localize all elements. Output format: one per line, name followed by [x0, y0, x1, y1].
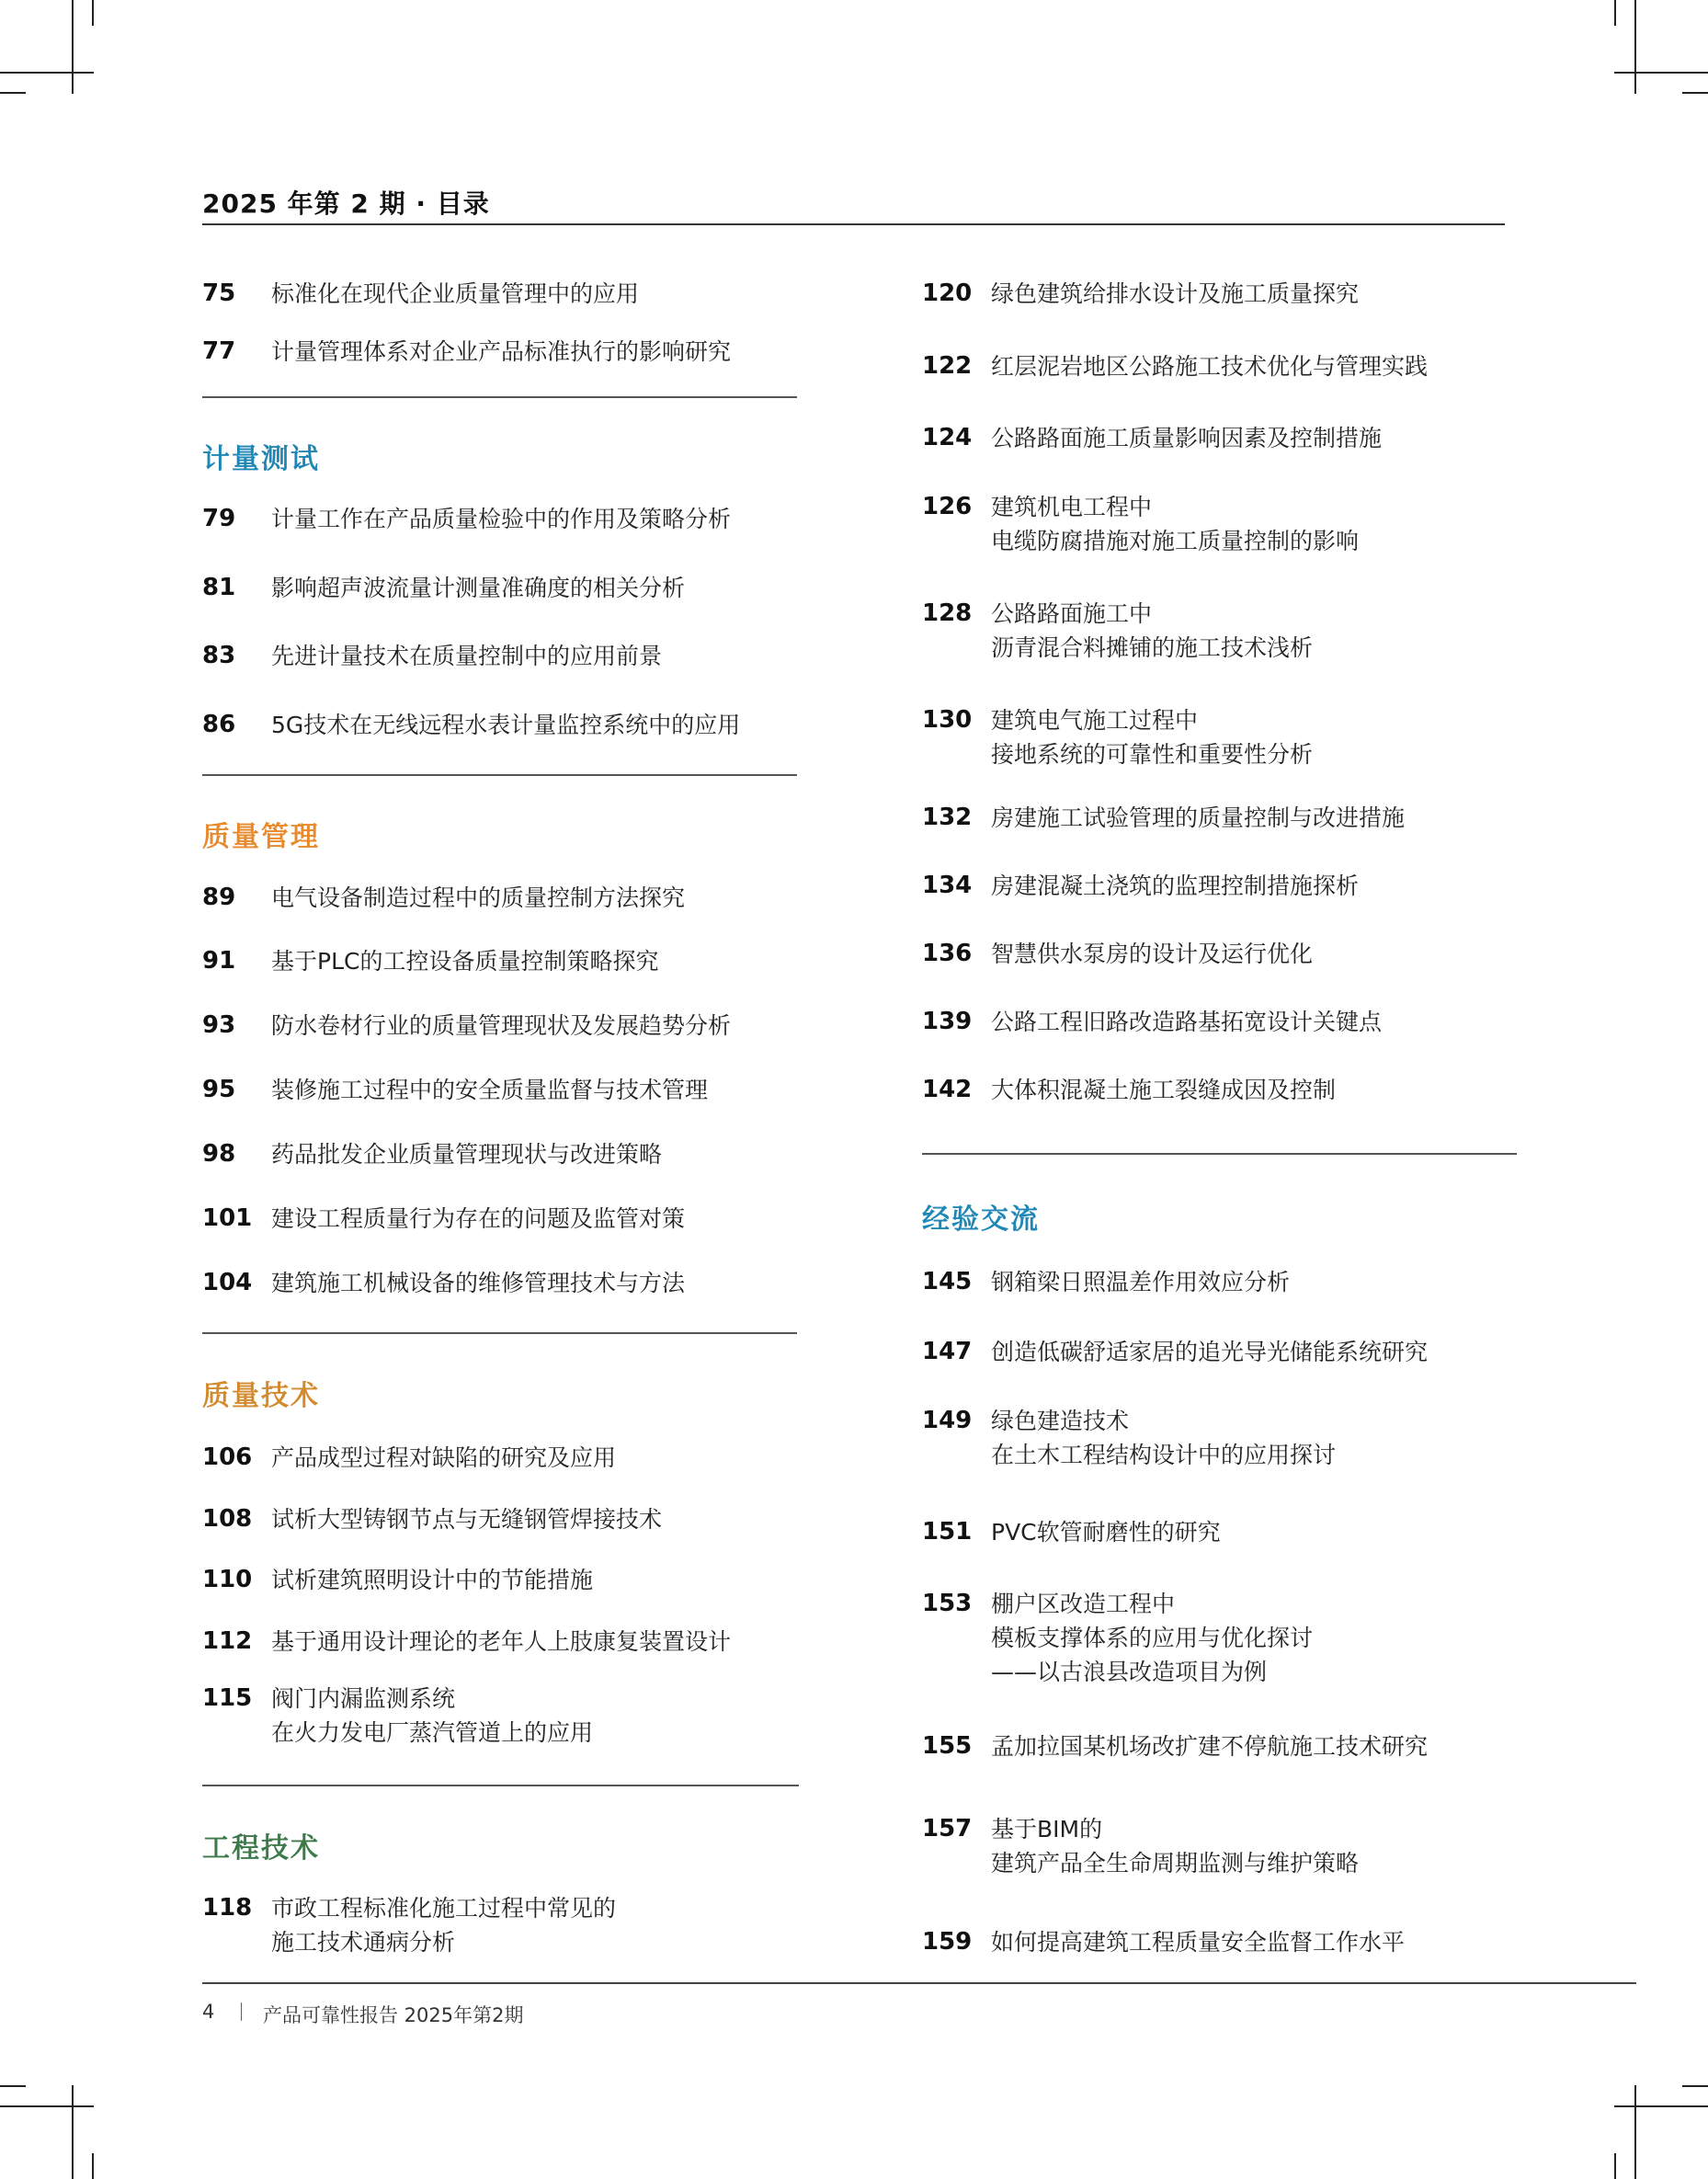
article-title: 试析建筑照明设计中的节能措施 — [271, 1567, 594, 1593]
crop-mark — [1614, 0, 1616, 26]
article-title: 基于BIM的 建筑产品全生命周期监测与维护策略 — [991, 1816, 1360, 1877]
page-number: 159 — [922, 1928, 973, 1956]
page-title: 2025 年第 2 期 · 目录 — [202, 188, 490, 219]
article-title: 阀门内漏监测系统 在火力发电厂蒸汽管道上的应用 — [271, 1685, 594, 1746]
page-number: 145 — [922, 1268, 973, 1295]
page-number: 93 — [202, 1011, 236, 1039]
page-number: 147 — [922, 1338, 973, 1365]
page-number: 126 — [922, 493, 973, 520]
page-number: 89 — [202, 884, 236, 911]
page-number: 149 — [922, 1407, 973, 1434]
section-title-metrology: 计量测试 — [202, 443, 320, 475]
article-title: 建设工程质量行为存在的问题及监管对策 — [271, 1205, 686, 1232]
article-title: 计量工作在产品质量检验中的作用及策略分析 — [271, 506, 732, 532]
article-title: PVC软管耐磨性的研究 — [991, 1519, 1221, 1546]
article-title: 建筑施工机械设备的维修管理技术与方法 — [271, 1270, 686, 1296]
crop-mark — [72, 2085, 74, 2179]
crop-mark — [92, 2153, 94, 2179]
crop-mark — [0, 2105, 94, 2107]
page-number: 142 — [922, 1076, 973, 1103]
article-title: 标准化在现代企业质量管理中的应用 — [271, 280, 640, 307]
page-number: 112 — [202, 1627, 253, 1655]
crop-mark — [1614, 2105, 1708, 2107]
article-title: 钢箱梁日照温差作用效应分析 — [991, 1269, 1291, 1295]
article-title: 基于PLC的工控设备质量控制策略探究 — [271, 948, 659, 975]
page-number: 101 — [202, 1204, 253, 1232]
section-divider — [202, 774, 797, 776]
article-title: 公路工程旧路改造路基拓宽设计关键点 — [991, 1009, 1383, 1035]
article-title: 建筑机电工程中 电缆防腐措施对施工质量控制的影响 — [991, 494, 1360, 554]
page-number: 104 — [202, 1269, 253, 1296]
article-title: 大体积混凝土施工裂缝成因及控制 — [991, 1077, 1337, 1103]
page-number: 120 — [922, 280, 973, 307]
article-title: 如何提高建筑工程质量安全监督工作水平 — [991, 1929, 1406, 1956]
page-number: 155 — [922, 1732, 973, 1760]
page-number: 86 — [202, 711, 236, 738]
footer-rule — [202, 1982, 1636, 1984]
footer-publication: 产品可靠性报告 2025年第2期 — [263, 2004, 524, 2026]
section-title-quality-management: 质量管理 — [202, 821, 320, 853]
crop-mark — [1634, 0, 1636, 94]
crop-mark — [1682, 92, 1708, 94]
page-number: 118 — [202, 1894, 253, 1922]
footer-separator — [241, 2002, 242, 2021]
article-title: 房建混凝土浇筑的监理控制措施探析 — [991, 873, 1360, 899]
section-divider — [922, 1153, 1517, 1155]
page-number: 130 — [922, 706, 973, 734]
article-title: 公路路面施工中 沥青混合料摊铺的施工技术浅析 — [991, 600, 1314, 661]
page-number: 110 — [202, 1566, 253, 1593]
crop-mark — [1682, 2085, 1708, 2087]
article-title: 影响超声波流量计测量准确度的相关分析 — [271, 575, 686, 601]
article-title: 产品成型过程对缺陷的研究及应用 — [271, 1444, 617, 1471]
article-title: 基于通用设计理论的老年人上肢康复装置设计 — [271, 1628, 732, 1655]
crop-mark — [72, 0, 74, 94]
section-title-experience-exchange: 经验交流 — [922, 1204, 1040, 1236]
page-number: 122 — [922, 352, 973, 380]
section-title-engineering-technology: 工程技术 — [202, 1832, 320, 1865]
article-title: 棚户区改造工程中 模板支撑体系的应用与优化探讨 ——以古浪县改造项目为例 — [991, 1591, 1314, 1685]
article-title: 绿色建筑给排水设计及施工质量探究 — [991, 280, 1360, 307]
page-number: 115 — [202, 1684, 253, 1712]
header-rule — [202, 223, 1505, 225]
article-title: 智慧供水泵房的设计及运行优化 — [991, 941, 1314, 967]
page-number: 79 — [202, 505, 236, 532]
article-title: 房建施工试验管理的质量控制与改进措施 — [991, 804, 1406, 831]
crop-mark — [0, 92, 26, 94]
article-title: 计量管理体系对企业产品标准执行的影响研究 — [271, 338, 732, 365]
crop-mark — [1614, 2153, 1616, 2179]
page-number: 77 — [202, 337, 236, 365]
section-title-quality-technology: 质量技术 — [202, 1380, 320, 1412]
page-number: 132 — [922, 804, 973, 831]
page-number: 95 — [202, 1076, 236, 1103]
article-title: 创造低碳舒适家居的追光导光储能系统研究 — [991, 1339, 1429, 1365]
article-title: 孟加拉国某机场改扩建不停航施工技术研究 — [991, 1733, 1429, 1760]
article-title: 建筑电气施工过程中 接地系统的可靠性和重要性分析 — [991, 707, 1314, 768]
article-title: 红层泥岩地区公路施工技术优化与管理实践 — [991, 353, 1429, 380]
page-number: 75 — [202, 280, 236, 307]
crop-mark — [92, 0, 94, 26]
page-number: 106 — [202, 1443, 253, 1471]
crop-mark — [1614, 72, 1708, 74]
crop-mark — [0, 72, 94, 74]
article-title: 试析大型铸钢节点与无缝钢管焊接技术 — [271, 1506, 663, 1533]
page-number: 136 — [922, 940, 973, 967]
article-title: 5G技术在无线远程水表计量监控系统中的应用 — [271, 712, 741, 738]
article-title: 公路路面施工质量影响因素及控制措施 — [991, 425, 1383, 451]
page-number: 91 — [202, 947, 236, 975]
article-title: 电气设备制造过程中的质量控制方法探究 — [271, 884, 686, 911]
page-number: 151 — [922, 1518, 973, 1546]
article-title: 先进计量技术在质量控制中的应用前景 — [271, 643, 663, 669]
page-number: 98 — [202, 1140, 236, 1168]
section-divider — [202, 1785, 799, 1786]
page-number: 124 — [922, 424, 973, 451]
section-divider — [202, 396, 797, 398]
footer-page-number: 4 — [202, 2001, 215, 2023]
article-title: 防水卷材行业的质量管理现状及发展趋势分析 — [271, 1012, 732, 1039]
page-number: 128 — [922, 599, 973, 627]
article-title: 市政工程标准化施工过程中常见的 施工技术通病分析 — [271, 1895, 617, 1956]
page-number: 157 — [922, 1815, 973, 1842]
section-divider — [202, 1332, 797, 1334]
page-number: 134 — [922, 872, 973, 899]
crop-mark — [1634, 2085, 1636, 2179]
page-number: 153 — [922, 1590, 973, 1617]
article-title: 装修施工过程中的安全质量监督与技术管理 — [271, 1077, 709, 1103]
article-title: 药品批发企业质量管理现状与改进策略 — [271, 1141, 663, 1168]
page-number: 108 — [202, 1505, 253, 1533]
crop-mark — [0, 2085, 26, 2087]
page-number: 83 — [202, 642, 236, 669]
page-number: 81 — [202, 574, 236, 601]
article-title: 绿色建造技术 在土木工程结构设计中的应用探讨 — [991, 1408, 1337, 1468]
page-number: 139 — [922, 1008, 973, 1035]
